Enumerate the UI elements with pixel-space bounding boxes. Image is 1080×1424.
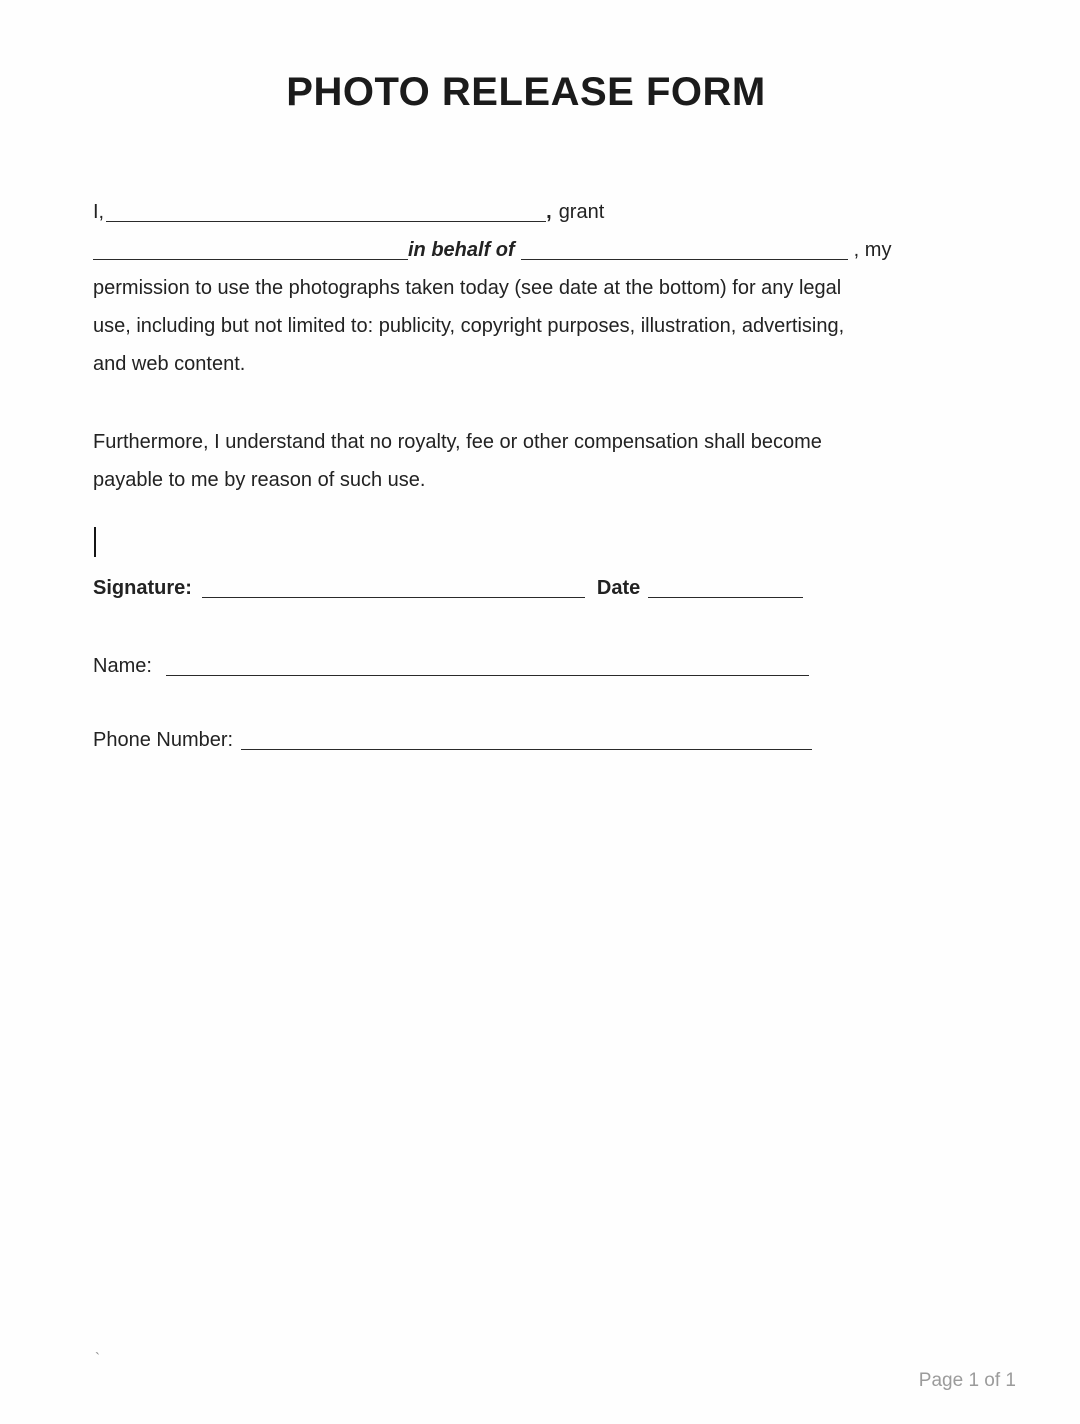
signature-row [93,569,987,607]
grant-word: grant [558,201,605,223]
compensation-paragraph [93,423,987,499]
photographer-name-blank[interactable] [93,240,408,260]
page-title: PHOTO RELEASE FORM [286,70,766,114]
signature-label: Signature: [93,577,192,599]
name-blank[interactable] [166,656,809,676]
paragraph1-line-3: and web content. [93,353,246,375]
paragraph2-line-1: Furthermore, I understand that no royalty, fee or other compensation shall become [93,431,822,453]
phone-row [93,721,987,759]
paragraph1-line-1: permission to use the photographs taken today (see date at the bottom) for any legal [93,277,842,299]
comma-my-text: , my [853,239,892,261]
date-label: Date [596,577,641,599]
name-label: Name: [93,655,152,677]
form-body [93,193,987,759]
text-cursor [94,527,96,557]
page-number-footer: Page 1 of 1 [918,1370,1016,1391]
signature-blank[interactable] [202,578,585,598]
paragraph1-line-2: use, including but not limited to: publicity, copyright purposes, illustration, advertising, [93,315,845,337]
intro-line-2 [93,231,987,269]
stray-mark: ` [95,1350,100,1367]
subject-name-blank[interactable] [521,240,848,260]
comma-after-blank: , [546,201,552,223]
date-blank[interactable] [648,578,803,598]
intro-line-1 [93,193,987,231]
i-prefix-text: I, [93,201,105,223]
phone-blank[interactable] [241,730,812,750]
name-row [93,647,987,685]
paragraph2-line-2: payable to me by reason of such use. [93,469,426,491]
phone-label: Phone Number: [93,729,234,751]
grantor-name-blank[interactable] [106,202,546,222]
in-behalf-of-text: in behalf of [408,239,515,261]
